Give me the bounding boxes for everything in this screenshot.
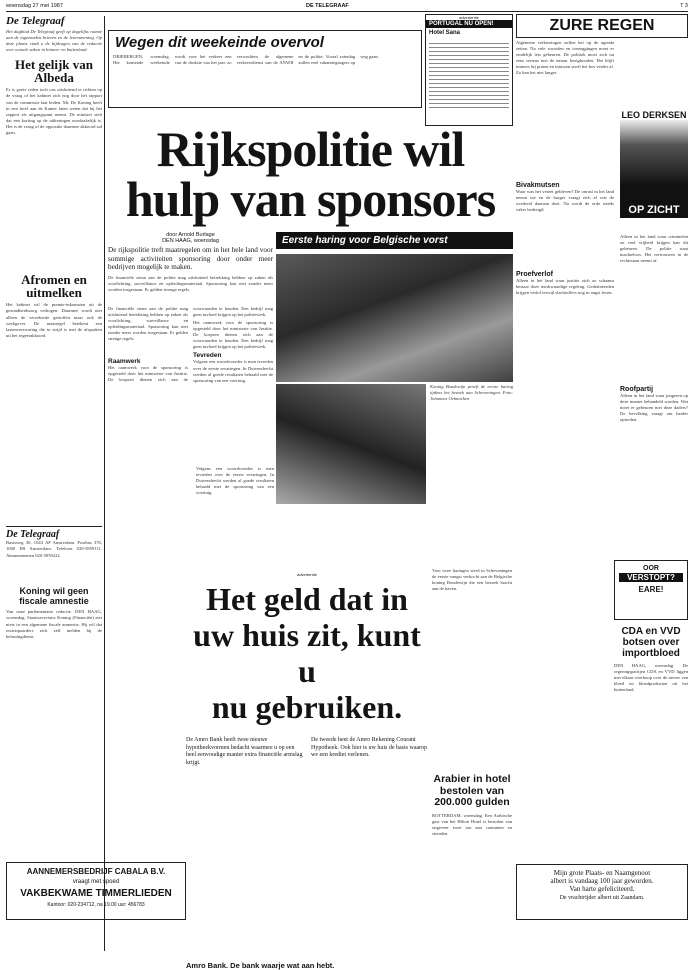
subhead-tevreden: Tevreden	[193, 352, 222, 360]
amro-line-3: nu gebruiken.	[211, 689, 403, 725]
left-heading-2: Afromen en uitmelken	[21, 272, 87, 301]
main-title-1: Rijkspolitie wil	[156, 121, 465, 177]
masthead	[6, 2, 688, 10]
columnist-box	[620, 110, 688, 230]
masthead-date: woensdag 27 mei 1987	[6, 3, 63, 9]
weekend-box	[108, 30, 422, 108]
amro-col-1: De Amro Bank heeft twee nieuwe hypotheekvormen bedacht waarmee u op een heel eenvoudige manier extra financiële armslag krijgt.	[186, 737, 303, 766]
main-text-1: De financiële steun aan de politie mag uitsluitend betrekking hebben op zaken als voorlichting, surveillance en opleidingsmateriaal. Sponsoring kan niet zonder meer worden toegestaan. Er gelden strenge regels.	[108, 274, 273, 292]
proef-text: Alleen in het land waar justitie zich zo schaamt bestaat deze merkwaardige regeling. Gedetineerden krijgen verlof terwijl slachtoffers nog in angst leven.	[516, 278, 614, 296]
cabala-line: vraagt met spoed	[72, 879, 120, 885]
congrats-line-1: Mijn grote Plaats- en Naamgenoot	[553, 869, 651, 877]
left-text-2: Het kabinet wil de premie-inkomsten uit de gezondheidszorg verhogen. Daarmee wordt niet alleen de verzekerde getroffen maar ook de werkgever. De maatregel betekent een lastenverzwaring die in strijd is met de afspraken uit het regeerakkoord.	[6, 302, 102, 338]
congrats-ad	[516, 864, 688, 920]
arabier-title: Arabier in hotel bestolen van 200.000 gulden	[433, 773, 511, 808]
subhead-proefverlof: Proefverlof	[516, 271, 553, 278]
main-headline	[108, 121, 513, 228]
telegraaf-logo: De Telegraaf	[6, 15, 65, 27]
left-text-3: Van onze parlementaire redactie. DEN HAAG, woensdag. Staatssecretaris Koning (Financiën) ziet niets in een algemene fiscale amnestie. Hij wil dat zwartspaarders zich zelf melden bij de belastingdienst.	[6, 609, 102, 639]
zure-title-box	[516, 14, 688, 38]
left-column	[6, 16, 102, 921]
oor-line-2: VERSTOPT?	[619, 573, 683, 582]
oor-ad	[614, 560, 688, 620]
telegraaf-logo-small: De Telegraaf	[6, 529, 60, 541]
middle-right-column	[432, 568, 512, 933]
photo-block	[276, 232, 513, 562]
columnist-text: Alleen in het land waar criminelen zo veel vrijheid krijgen kan dit gebeuren. De politie staat machteloos. Het vertrouwen in de rechtsstaat neemt af.	[620, 234, 688, 264]
bivak-text: Waar was het verzet gebleven? De onrust in het land neemt toe en de burger vraagt zich af wat de overheid daaraan doet. Nu wordt de orde steeds vaker bedreigd.	[516, 189, 614, 213]
cda-article	[614, 626, 688, 856]
subhead-roofpartij: Roofpartij	[620, 386, 654, 393]
sponsor-text-extra: Volgens een woordvoerder is men tevreden over de eerste ervaringen. In Duivendrecht werden al goede resultaten behaald met de sponsoring van een voertuig.	[196, 466, 274, 496]
amro-ad-label: advertentie	[297, 572, 317, 577]
scheveningen-text: Voor twee haringen werd in Scheveningen de eerste vangst verkocht aan de Belgische koning Boudewijn die een bezoek bracht aan de haven.	[432, 568, 512, 592]
photo-headline	[276, 232, 513, 249]
cabala-ad	[6, 862, 186, 920]
roofpartij-text: Alleen in het land waar jongeren op deze manier behandeld worden. Wat moet er gebeuren met deze daders? De bevolking vraagt om harder optreden.	[620, 393, 688, 423]
portugal-ad-table	[429, 40, 509, 110]
amro-footer: Amro Bank. De bank waarje wat aan hebt.	[186, 961, 335, 970]
main-article	[108, 232, 273, 502]
columnist-text-col	[620, 234, 688, 564]
portugal-word: PORTUGAL	[429, 21, 463, 27]
amro-line-1: Het geld dat in	[206, 581, 408, 617]
oor-line-3: EARE!	[638, 585, 664, 594]
amro-col-2: De tweede heet de Amro Rekening Courant Hypotheek. Ook hier is uw huis de basis waarop we een krediet verlenen.	[311, 737, 428, 759]
portugal-ad-label: advertentie	[459, 15, 479, 20]
congrats-line-4: De vrachtrijder albert uit Zaandam.	[559, 895, 645, 901]
amro-ad	[186, 572, 428, 970]
cabala-name: AANNEMERSBEDRIJF CABALA B.V.	[26, 867, 166, 876]
photo-headline-text: Eerste haring voor Belgische vorst	[282, 235, 448, 246]
subhead-bivakmutsen: Bivakmutsen	[516, 182, 560, 189]
columnist-tag: OP ZICHT	[620, 202, 688, 218]
cda-text: DEN HAAG, woensdag. De regeringspartijen CDA en VVD liggen met elkaar overhoop over de invoer van bloed en bloedproducten uit het buitenland.	[614, 663, 688, 693]
subhead-raamwerk: Raamwerk	[108, 357, 141, 365]
main-title-2: hulp van sponsors	[125, 171, 496, 227]
left-divider	[104, 16, 105, 951]
arabier-text: ROTTERDAM, woensdag. Een Arabische gast van het Hilton Hotel is bestolen van ongeveer twee ton aan contanten en sieraden.	[432, 812, 512, 836]
zure-text: Algemene verkiezingen zullen het op de agenda zetten. Na vele woorden en toezeggingen moet er eindelijk iets gebeuren. De politiek moet zich nu eens serieus met de natuur bezighouden. Het blijft immers bij praten en intussen sterft het bos verder af. Zo kan het niet langer.	[516, 40, 614, 76]
main-text-2: Het raamwerk voor de sponsoring is opgesteld door het ministerie van Justitie. De korpsen dienen zich aan de voorwaarden te houden. Een bedrijf mag geen invloed krijgen op het politiewerk.	[108, 305, 273, 382]
congrats-line-2: albert is vandaag 100 jaar geworden.	[550, 877, 654, 885]
colophon-info: Basisweg 30, 1043 AP Amsterdam. Postbus 376, 1000 EB Amsterdam. Telefoon 020-5859111. Abonnementen 020-5859222.	[6, 540, 102, 558]
colophon	[6, 526, 102, 580]
main-text-2b: Het raamwerk voor de sponsoring is opgesteld door het ministerie van Justitie. De korpsen dienen zich aan de voorwaarden te houden. Een bedrijf mag geen invloed krijgen op het politiewerk.	[193, 319, 273, 350]
masthead-rule	[6, 11, 688, 12]
portugal-hotel: Hotel Sana	[429, 30, 461, 36]
page-number: T 3	[680, 3, 688, 9]
left-intro: Het dagblad De Telegraaf geeft op dagelijks ruimte aan de ingezonden brieven en de lezersmening. Op deze plaats vindt u de bijdragen van de redactie over actuele zaken in binnen- en buitenland.	[6, 29, 102, 53]
lead-paragraph: De rijkspolitie treft maatregelen om in het hele land voor sommige activiteiten sponsoring door onder meer bedrijven mogelijk te maken.	[108, 246, 273, 272]
columnist-name: LEO DERKSEN	[621, 110, 687, 120]
zure-title: ZURE REGEN	[549, 17, 655, 34]
left-text-1: Er is goeie reden toch ons uitsluitend te richten op de vraag of het kabinet zich nog door het rapport van de commissie laat leiden. Mr. De Koning heeft in een brief aan de Kamer laten weten dat hij het rapport als uitgangspunt neemt. De minister stelt dat een korting op de uitkeringen noodzakelijk is. Het is de vraag of de oppositie daarmee akkoord zal gaan.	[6, 87, 102, 136]
photo-caption: Koning Boudewijn proeft de eerste haring tijdens het bezoek aan Scheveningen. Foto: Johannes Oehmichen	[430, 384, 513, 402]
king-photo	[276, 384, 426, 504]
columnist-photo	[620, 120, 688, 202]
portugal-ad-header	[426, 20, 512, 28]
oor-line-1: OOR	[643, 565, 659, 572]
open-word: NU OPEN!	[464, 21, 494, 27]
cabala-phone: Kantoor: 020-234712, na 19.00 uur: 456783	[47, 902, 145, 908]
weekend-title: Wegen dit weekeinde overvol	[115, 34, 324, 51]
main-text-1b: De financiële steun aan de politie mag uitsluitend betrekking hebben op zaken als voorlichting, surveillance en opleidingsmateriaal. Sponsoring kan niet zonder meer worden toegestaan. Er gelden strenge regels.	[108, 305, 188, 342]
portugal-ad	[425, 14, 513, 126]
dateline: DEN HAAG, woensdag	[162, 238, 219, 244]
weekend-text: DRIEBERGEN, woensdag. Het komende weekeinde wordt voor het verkeer een van de drukste van het jaar, zo verwachten de algemene verkeersdienst van de ANWB en de politie. Vooral zaterdag zullen veel vakantiegangers op weg gaan.	[113, 54, 379, 66]
left-heading-1: Het gelijk van Albeda	[15, 57, 93, 86]
cda-title: CDA en VVD botsen over importbloed	[621, 626, 681, 659]
byline: door Arnold Burlage	[166, 232, 215, 238]
cabala-vacancy: VAKBEKWAME TIMMERLIEDEN	[20, 888, 172, 899]
main-text-3: Volgens een woordvoerder is men tevreden over de eerste ervaringen. In Duivendrecht werden al goede resultaten behaald met de sponsoring van een voertuig.	[193, 359, 273, 383]
congrats-line-3: Van harte gefeliciteerd.	[569, 885, 635, 893]
amro-line-2: uw huis zit, kunt u	[193, 617, 421, 689]
left-heading-3: Koning wil geen fiscale amnestie	[19, 586, 89, 607]
masthead-name: DE TELEGRAAF	[306, 3, 349, 9]
harbour-photo	[276, 254, 513, 382]
